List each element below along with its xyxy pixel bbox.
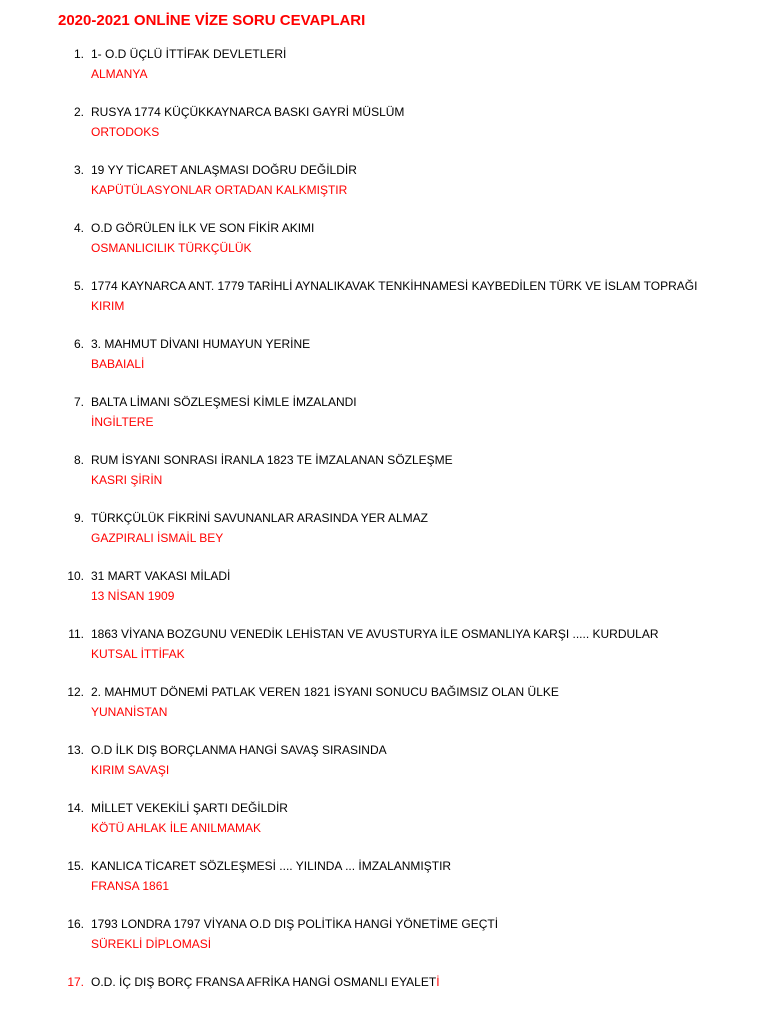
answer-text: KAPÜTÜLASYONLAR ORTADAN KALKMIŞTIR [91,183,348,197]
question-number: 12. [67,685,84,699]
answer-text: KUTSAL İTTİFAK [91,647,185,661]
answer-text: KASRI ŞİRİN [91,473,163,487]
answer-text: KIRIM SAVAŞI [91,763,170,777]
list-item [0,450,784,508]
answer-text: İNGİLTERE [91,415,154,429]
question-text: 1- O.D ÜÇLÜ İTTİFAK DEVLETLERİ [91,47,287,61]
document-title: 2020-2021 ONLİNE VİZE SORU CEVAPLARI [58,12,366,29]
question-number: 11. [68,627,84,641]
question-number: 5. [73,279,84,293]
list-item [0,914,784,972]
answer-text: ALMANYA [91,67,148,81]
question-number: 16. [67,917,84,931]
question-text: MİLLET VEKEKİLİ ŞARTI DEĞİLDİR [91,801,288,815]
answer-text: GAZPIRALI İSMAİL BEY [91,531,224,545]
list-item [0,218,784,276]
question-text: BALTA LİMANI SÖZLEŞMESİ KİMLE İMZALANDI [91,395,357,409]
list-item [0,566,784,624]
question-number: 4. [73,221,84,235]
question-number: 17. [67,975,84,989]
question-text: 1774 KAYNARCA ANT. 1779 TARİHLİ AYNALIKAVAK TENKİHNAMESİ KAYBEDİLEN TÜRK VE İSLAM TOPRAĞI [91,279,698,293]
list-item [0,392,784,450]
question-text: 1863 VİYANA BOZGUNU VENEDİK LEHİSTAN VE AVUSTURYA İLE OSMANLIYA KARŞI ..... KURDULAR [91,627,659,641]
question-number: 9. [73,511,84,525]
question-text: 3. MAHMUT DİVANI HUMAYUN YERİNE [91,337,311,351]
question-number: 3. [73,163,84,177]
question-text: O.D İLK DIŞ BORÇLANMA HANGİ SAVAŞ SIRASINDA [91,743,387,757]
list-item [0,740,784,798]
question-text: KANLICA TİCARET SÖZLEŞMESİ .... YILINDA ... İMZALANMIŞTIR [91,859,452,873]
question-text: RUM İSYANI SONRASI İRANLA 1823 TE İMZALANAN SÖZLEŞME [91,453,453,467]
answer-text: 13 NİSAN 1909 [91,589,175,603]
question-text: O.D GÖRÜLEN İLK VE SON FİKİR AKIMI [91,221,315,235]
question-text: 1793 LONDRA 1797 VİYANA O.D DIŞ POLİTİKA HANGİ YÖNETİME GEÇTİ [91,917,499,931]
list-item [0,508,784,566]
list-item [0,276,784,334]
answer-text: KÖTÜ AHLAK İLE ANILMAMAK [91,821,262,835]
answer-text: OSMANLICILIK TÜRKÇÜLÜK [91,241,252,255]
question-text: RUSYA 1774 KÜÇÜKKAYNARCA BASKI GAYRİ MÜSLÜM [91,105,405,119]
list-item [0,44,784,102]
question-number: 8. [73,453,84,467]
list-item [0,798,784,856]
answer-text: ORTODOKS [91,125,160,139]
answer-text: YUNANİSTAN [91,705,168,719]
question-text: 31 MART VAKASI MİLADİ [91,569,231,583]
question-number: 7. [73,395,84,409]
question-text [91,972,440,992]
question-number: 2. [73,105,84,119]
list-item [0,160,784,218]
question-number: 15. [67,859,84,873]
question-number: 10. [67,569,84,583]
list-item [0,334,784,392]
question-list [0,44,784,1030]
question-number: 14. [67,801,84,815]
list-item [0,102,784,160]
question-number: 6. [73,337,84,351]
question-text: TÜRKÇÜLÜK FİKRİNİ SAVUNANLAR ARASINDA YER ALMAZ [91,511,428,525]
question-number: 13. [67,743,84,757]
question-text: 2. MAHMUT DÖNEMİ PATLAK VEREN 1821 İSYANI SONUCU BAĞIMSIZ OLAN ÜLKE [91,685,559,699]
answer-text: FRANSA 1861 [91,879,170,893]
answer-text: BABAIALİ [91,357,145,371]
answer-text: SÜREKLİ DİPLOMASİ [91,937,212,951]
answer-text: KIRIM [91,299,125,313]
list-item [0,682,784,740]
question-text-main: O.D. İÇ DIŞ BORÇ FRANSA AFRİKA HANGİ OSMANLI EYALET [91,975,437,989]
list-item [0,972,784,1030]
question-text-tail: İ [436,975,440,989]
list-item [0,624,784,682]
question-number: 1. [73,47,84,61]
question-text: 19 YY TİCARET ANLAŞMASI DOĞRU DEĞİLDİR [91,163,357,177]
list-item [0,856,784,914]
